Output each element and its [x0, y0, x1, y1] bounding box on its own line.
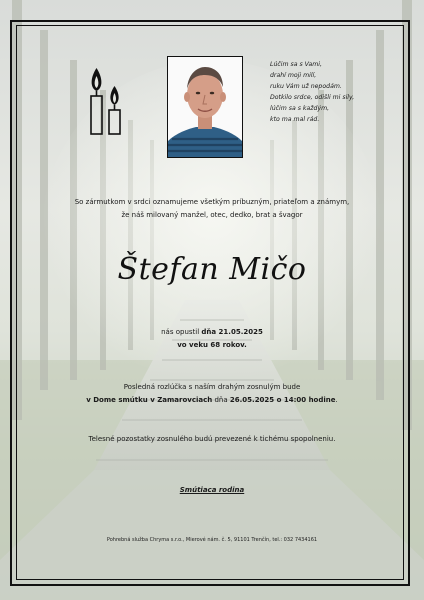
deceased-name: Štefan Mičo — [117, 252, 307, 287]
remains-notice: Telesné pozostatky zosnulého budú prevezené k tichému spopolneniu. — [88, 435, 336, 443]
poem-line: ruku Vám už nepodám. — [270, 83, 342, 90]
farewell-poem — [270, 59, 400, 125]
poem-line: drahí moji milí, — [270, 72, 317, 79]
death-date: dňa 21.05.2025 — [201, 328, 263, 336]
funeral-place: v Dome smútku v Zamarovciach — [86, 396, 213, 404]
funeral-line-1: Posledná rozlúčka s naším drahým zosnulým bude — [123, 383, 301, 391]
funeral-info — [20, 381, 404, 407]
funeral-datetime: 26.05.2025 o 14:00 hodine — [229, 396, 336, 404]
poem-line: lúčim sa s každým, — [270, 105, 330, 112]
poem-line: Lúčim sa s Vami, — [270, 61, 322, 68]
portrait-image — [168, 57, 242, 157]
death-prefix: nás opustil — [161, 328, 200, 336]
intro-line: So zármutkom v srdci oznamujeme všetkým príbuzným, priateľom a známym, — [74, 198, 350, 206]
death-info — [20, 326, 404, 352]
funeral-suffix: . — [335, 396, 338, 404]
deceased-portrait-photo — [167, 56, 243, 158]
candles-icon — [86, 66, 126, 138]
poem-line: Dotkilo srdce, odišli mi sily, — [270, 94, 355, 101]
death-age: vo veku 68 rokov. — [177, 341, 247, 349]
funeral-date-prefix: dňa — [212, 396, 230, 404]
funeral-service-footer: Pohrebná služba Chryma s.r.o., Mierové nám. č. 5, 91101 Trenčín, tel.: 032 7434161 — [106, 537, 318, 543]
intro-line: že náš milovaný manžel, otec, dedko, brat a švagor — [121, 211, 303, 219]
funeral-line-2 — [20, 394, 404, 407]
death-date-line — [20, 326, 404, 339]
announcement-intro — [20, 196, 404, 222]
family-signature: Smútiaca rodina — [179, 486, 245, 494]
poem-line: kto ma mal rád. — [270, 116, 320, 123]
